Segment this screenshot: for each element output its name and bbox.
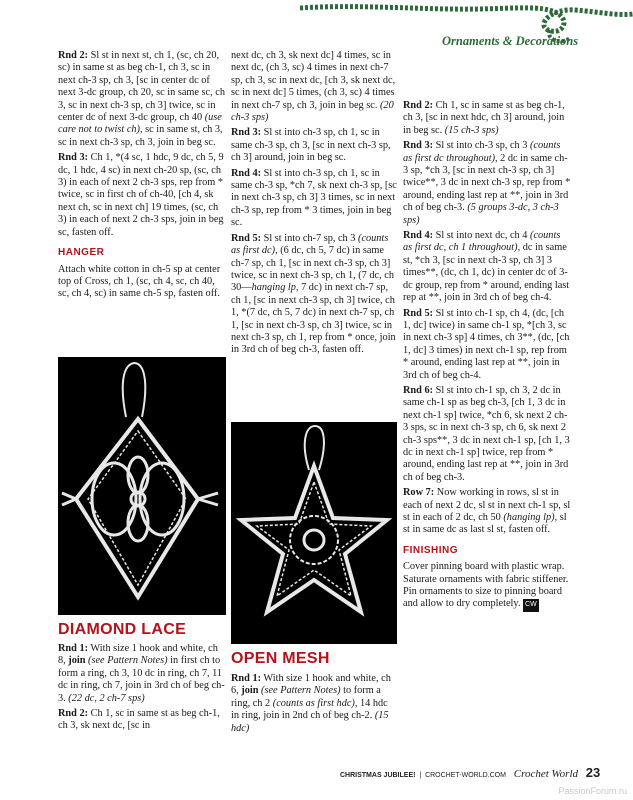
- page-number: 23: [585, 765, 601, 780]
- footer-magazine: Crochet World: [513, 768, 579, 780]
- end-mark-icon: CW: [523, 599, 539, 611]
- paragraph-rnd2: Rnd 2: Sl st in next st, ch 1, (sc, ch 20, sc) in same st as beg ch-1, ch 3, sc in next ch-3 sp, ch 3, [sc in center dc of next 3-dc group, ch 20, sc in same sc, ch 3, sc in next ch-3 sp, ch 3] twice, sc in center dc of next 3-dc group, ch 40 (use care not to twist ch), sc in same st, ch 3, sc in next ch-3 sp, ch 3, join in beg sc.: [58, 50, 225, 148]
- paragraph-rnd4: Rnd 4: Sl st into next dc, ch 4 (counts as first dc, ch 1 throughout), dc in same st, *ch 3, [sc in next ch-3 sp, ch 3] 3 times**, (dc, ch 1, dc) in center dc of 3-dc group, rep from * around, ending last rep at **, join in 3rd ch of beg ch-4.: [403, 230, 570, 304]
- paragraph-rnd6: Rnd 6: Sl st into ch-1 sp, ch 3, 2 dc in same ch-1 sp as beg ch-3, [ch 1, 3 dc in next ch-1 sp] twice, *ch 6, sk next 2 ch-3 sps, sc in next ch-3 sp, ch 6, sk next 2 ch-3 sps**, 3 dc in next ch-1 sp, [ch 1, 3 dc in next ch-1 sp] twice, rep from * around, ending last rep at **, join in 3rd ch of beg ch-3.: [403, 384, 570, 483]
- column-middle: [231, 50, 397, 360]
- hanger-heading: HANGER: [58, 247, 105, 259]
- hanger-text: Attach white cotton in ch-5 sp at center top of Cross, ch 1, (sc, ch 4, sc, ch 40, sc, ch 4, sc) in same ch-5 sp, fasten off.: [58, 263, 221, 300]
- watermark: PassionForum.ru: [558, 786, 627, 796]
- diamond-rnd1: Rnd 1: With size 1 hook and white, ch 8, join (see Pattern Notes) in first ch to form a ring, ch 3, 10 dc in ring, ch 7, 11 dc in ring, ch 7, join in 3rd ch of beg ch-3. (22 dc, 2 ch-7 sps): [58, 643, 225, 704]
- diamond-lace-instructions: [58, 643, 226, 736]
- paragraph-rnd4: Rnd 4: Sl st into ch-3 sp, ch 1, sc in same ch-3 sp, *ch 7, sk next ch-3 sp, [sc in next ch-3 sp, ch 3] 3 times, sc in next ch-3 sp, rep from * 3 times, join in beg sc.: [231, 167, 397, 229]
- paragraph-row7: Row 7: Now working in rows, sl st in each of next 2 dc, sl st in next ch-1 sp, sl st in each of 2 dc, ch 50 (hanging lp), sl st in same dc as last sl st, fasten off.: [403, 487, 571, 536]
- footer-issue: CHRISTMAS JUBILEE!: [340, 772, 416, 779]
- diamond-lace-title: DIAMOND LACE: [58, 621, 187, 638]
- column-left: [58, 50, 226, 304]
- diamond-rnd2: Rnd 2: Ch 1, sc in same st as beg ch-1, ch 3, sk next dc, [sc in: [58, 708, 220, 732]
- paragraph-rnd3: Rnd 3: Ch 1, *(4 sc, 1 hdc, 9 dc, ch 5, 9 dc, 1 hdc, 4 sc) in next ch-20 sp, (sc, ch 3) in each of next 2 ch-3 sps, rep from * twice, sc in first ch of ch-40, [ch 4, sk next ch, sc in next ch] 19 times, (sc, ch 3) in each of next 2 ch-3 sps, join in beg sc, fasten off.: [58, 152, 224, 238]
- paragraph-rnd2: Rnd 2: Ch 1, sc in same st as beg ch-1, ch 3, [sc in next hdc, ch 3] around, join in beg sc. (15 ch-3 sps): [403, 100, 565, 136]
- column-right: [403, 100, 571, 615]
- paragraph-rnd5: Rnd 5: Sl st into ch-1 sp, ch 4, (dc, [ch 1, dc] twice) in same ch-1 sp, *[ch 3, sc in next ch-3 sp] 4 times, ch 3**, (dc, [ch 1, dc] 3 times) in next ch-1 sp, rep from * around, ending last rep at **, join in 3rd ch of beg ch-4.: [403, 307, 570, 381]
- open-mesh-photo: [231, 422, 397, 644]
- finishing-heading: FINISHING: [403, 544, 459, 556]
- page-footer: CHRISTMAS JUBILEE! | CROCHET-WORLD.COM Crochet World 23: [340, 765, 601, 780]
- paragraph-rnd5: Rnd 5: Sl st into ch-7 sp, ch 3 (counts as first dc), (6 dc, ch 5, 7 dc) in same ch-7 sp, ch 1, [sc in next ch-3 sp, ch 3] twice, sc in next ch-3 sp, ch 1, (7 dc, ch 30—hanging lp, 7 dc) in next ch-7 sp, ch 1, [sc in next ch-3 sp, ch 3] twice, ch 1, *(7 dc, ch 5, 7 dc) in next ch-7 sp, ch 1, [sc in next ch-3 sp, ch 3] twice, sc in next ch-3 sp, ch 1, rep from * once, join in 3rd ch of beg ch-3, fasten off.: [231, 232, 396, 356]
- footer-site: CROCHET-WORLD.COM: [425, 772, 506, 779]
- paragraph-cont: next dc, ch 3, sk next dc] 4 times, sc in next dc, (ch 3, sc) 4 times in next ch-7 sp, ch 3, sc in next dc, [ch 3, sk next dc, sc in next dc] 5 times, (ch 3, sc) 4 times in next ch-7 sp, ch 3, join in beg sc. (20 ch-3 sps): [231, 50, 396, 124]
- open-mesh-title: OPEN MESH: [231, 650, 330, 667]
- openmesh-rnd1: Rnd 1: With size 1 hook and white, ch 6, join (see Pattern Notes) to form a ring, ch 2 (counts as first hdc), 14 hdc in ring, join in 2nd ch of beg ch-2. (15 hdc): [231, 673, 391, 734]
- paragraph-rnd3: Rnd 3: Sl st into ch-3 sp, ch 1, sc in same ch-3 sp, ch 3, [sc in next ch-3 sp, ch 3] around, join in beg sc.: [231, 127, 391, 164]
- open-mesh-instructions: [231, 673, 397, 738]
- diamond-lace-photo: [58, 357, 226, 615]
- paragraph-rnd3: Rnd 3: Sl st into ch-3 sp, ch 3 (counts as first dc throughout), 2 dc in same ch-3 sp, *ch 3, [sc in next ch-3 sp, ch 3] twice**, 3 dc in next ch-3 sp, rep from * around, ending last rep at **, join in 3rd ch of beg ch-3. (5 groups 3-dc, 3 ch-3 sps): [403, 140, 571, 226]
- section-header-title: Ornaments & Decorations: [442, 34, 579, 48]
- finishing-text: Cover pinning board with plastic wrap. Saturate ornaments with fabric stiffener. Pin ornaments to size to pinning board and allow to dry completely. CW: [403, 561, 571, 612]
